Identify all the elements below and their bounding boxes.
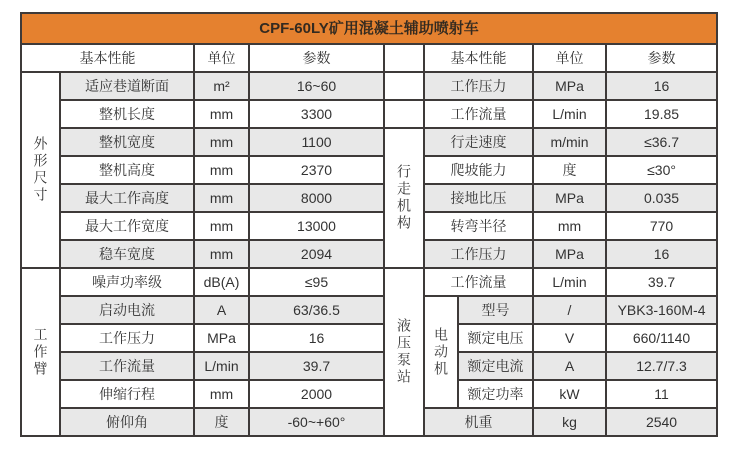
spec-unit: V	[533, 324, 606, 352]
group-label-text: 工作臂	[32, 326, 49, 378]
spec-value: 16~60	[249, 72, 384, 100]
spec-unit: mm	[194, 100, 249, 128]
table-row	[21, 408, 717, 436]
spec-unit: L/min	[194, 352, 249, 380]
empty-cell	[384, 44, 424, 72]
group-label-text: 行走机构	[396, 164, 412, 232]
spec-unit: L/min	[533, 268, 606, 296]
spec-unit: mm	[533, 212, 606, 240]
spec-unit: mm	[194, 240, 249, 268]
spec-value: 39.7	[249, 352, 384, 380]
group-label-working-arm	[21, 268, 60, 436]
page-title: CPF-60LY矿用混凝土辅助喷射车	[21, 13, 717, 44]
spec-value: 63/36.5	[249, 296, 384, 324]
spec-name: 转弯半径	[424, 212, 533, 240]
spec-value: 770	[606, 212, 717, 240]
spec-value: 8000	[249, 184, 384, 212]
spec-unit: MPa	[533, 240, 606, 268]
table-row	[21, 352, 717, 380]
spec-value: -60~+60°	[249, 408, 384, 436]
spec-unit: m²	[194, 72, 249, 100]
col-header-parameter-right: 参数	[606, 44, 717, 72]
table-row	[21, 128, 717, 156]
spec-unit: A	[533, 352, 606, 380]
table-row	[21, 184, 717, 212]
spec-value: 13000	[249, 212, 384, 240]
spec-unit: mm	[194, 380, 249, 408]
spec-value: 660/1140	[606, 324, 717, 352]
group-label-text: 外形尺寸	[32, 136, 49, 204]
spec-name: 额定电流	[458, 352, 533, 380]
spec-value: 0.035	[606, 184, 717, 212]
empty-cell	[384, 100, 424, 128]
empty-cell	[384, 72, 424, 100]
spec-unit: MPa	[194, 324, 249, 352]
spec-unit: L/min	[533, 100, 606, 128]
spec-name: 适应巷道断面	[60, 72, 194, 100]
table-row	[21, 380, 717, 408]
spec-value: 1100	[249, 128, 384, 156]
spec-value: 2000	[249, 380, 384, 408]
spec-name: 整机高度	[60, 156, 194, 184]
spec-value: 16	[606, 240, 717, 268]
spec-name: 整机宽度	[60, 128, 194, 156]
spec-table-container	[20, 12, 718, 437]
table-row	[21, 100, 717, 128]
group-label-hydraulic-pump-station	[384, 268, 424, 436]
spec-name: 工作压力	[60, 324, 194, 352]
spec-value: 12.7/7.3	[606, 352, 717, 380]
spec-name: 最大工作宽度	[60, 212, 194, 240]
spec-value: ≤95	[249, 268, 384, 296]
spec-name: 工作压力	[424, 240, 533, 268]
col-header-unit-right: 单位	[533, 44, 606, 72]
spec-unit: /	[533, 296, 606, 324]
spec-name: 噪声功率级	[60, 268, 194, 296]
spec-value: YBK3-160M-4	[606, 296, 717, 324]
group-label-text: 液压泵站	[396, 318, 412, 386]
col-header-performance-left: 基本性能	[21, 44, 194, 72]
spec-name: 额定功率	[458, 380, 533, 408]
col-header-parameter-left: 参数	[249, 44, 384, 72]
spec-value: 16	[249, 324, 384, 352]
spec-name: 伸缩行程	[60, 380, 194, 408]
spec-name: 工作流量	[60, 352, 194, 380]
spec-name: 行走速度	[424, 128, 533, 156]
spec-unit: MPa	[533, 72, 606, 100]
spec-name: 最大工作高度	[60, 184, 194, 212]
spec-unit: kg	[533, 408, 606, 436]
header-row	[21, 44, 717, 72]
spec-value: 2540	[606, 408, 717, 436]
spec-unit: kW	[533, 380, 606, 408]
spec-value: 16	[606, 72, 717, 100]
spec-unit: 度	[533, 156, 606, 184]
spec-table	[20, 12, 718, 437]
group-label-travel-mechanism	[384, 128, 424, 268]
table-row	[21, 240, 717, 268]
table-row	[21, 324, 717, 352]
spec-name: 接地比压	[424, 184, 533, 212]
spec-unit: A	[194, 296, 249, 324]
spec-value: ≤30°	[606, 156, 717, 184]
spec-unit: mm	[194, 212, 249, 240]
group-label-outer-dimensions	[21, 72, 60, 268]
spec-value: 11	[606, 380, 717, 408]
spec-name: 俯仰角	[60, 408, 194, 436]
spec-unit: mm	[194, 156, 249, 184]
table-row	[21, 156, 717, 184]
spec-name: 型号	[458, 296, 533, 324]
spec-value: 19.85	[606, 100, 717, 128]
table-row	[21, 72, 717, 100]
group-label-electric-motor	[424, 296, 458, 408]
spec-name: 额定电压	[458, 324, 533, 352]
spec-name: 工作流量	[424, 268, 533, 296]
spec-unit: mm	[194, 128, 249, 156]
spec-name: 爬坡能力	[424, 156, 533, 184]
spec-name: 机重	[424, 408, 533, 436]
group-label-text: 电动机	[433, 326, 449, 378]
col-header-performance-right: 基本性能	[424, 44, 533, 72]
spec-unit: m/min	[533, 128, 606, 156]
spec-value: ≤36.7	[606, 128, 717, 156]
spec-name: 工作流量	[424, 100, 533, 128]
table-title-row	[21, 13, 717, 44]
spec-unit: dB(A)	[194, 268, 249, 296]
spec-value: 39.7	[606, 268, 717, 296]
table-row	[21, 212, 717, 240]
spec-name: 启动电流	[60, 296, 194, 324]
table-row	[21, 296, 717, 324]
spec-name: 稳车宽度	[60, 240, 194, 268]
spec-name: 工作压力	[424, 72, 533, 100]
spec-value: 3300	[249, 100, 384, 128]
col-header-unit-left: 单位	[194, 44, 249, 72]
table-row	[21, 268, 717, 296]
spec-unit: mm	[194, 184, 249, 212]
spec-value: 2370	[249, 156, 384, 184]
spec-unit: 度	[194, 408, 249, 436]
spec-name: 整机长度	[60, 100, 194, 128]
spec-value: 2094	[249, 240, 384, 268]
spec-unit: MPa	[533, 184, 606, 212]
